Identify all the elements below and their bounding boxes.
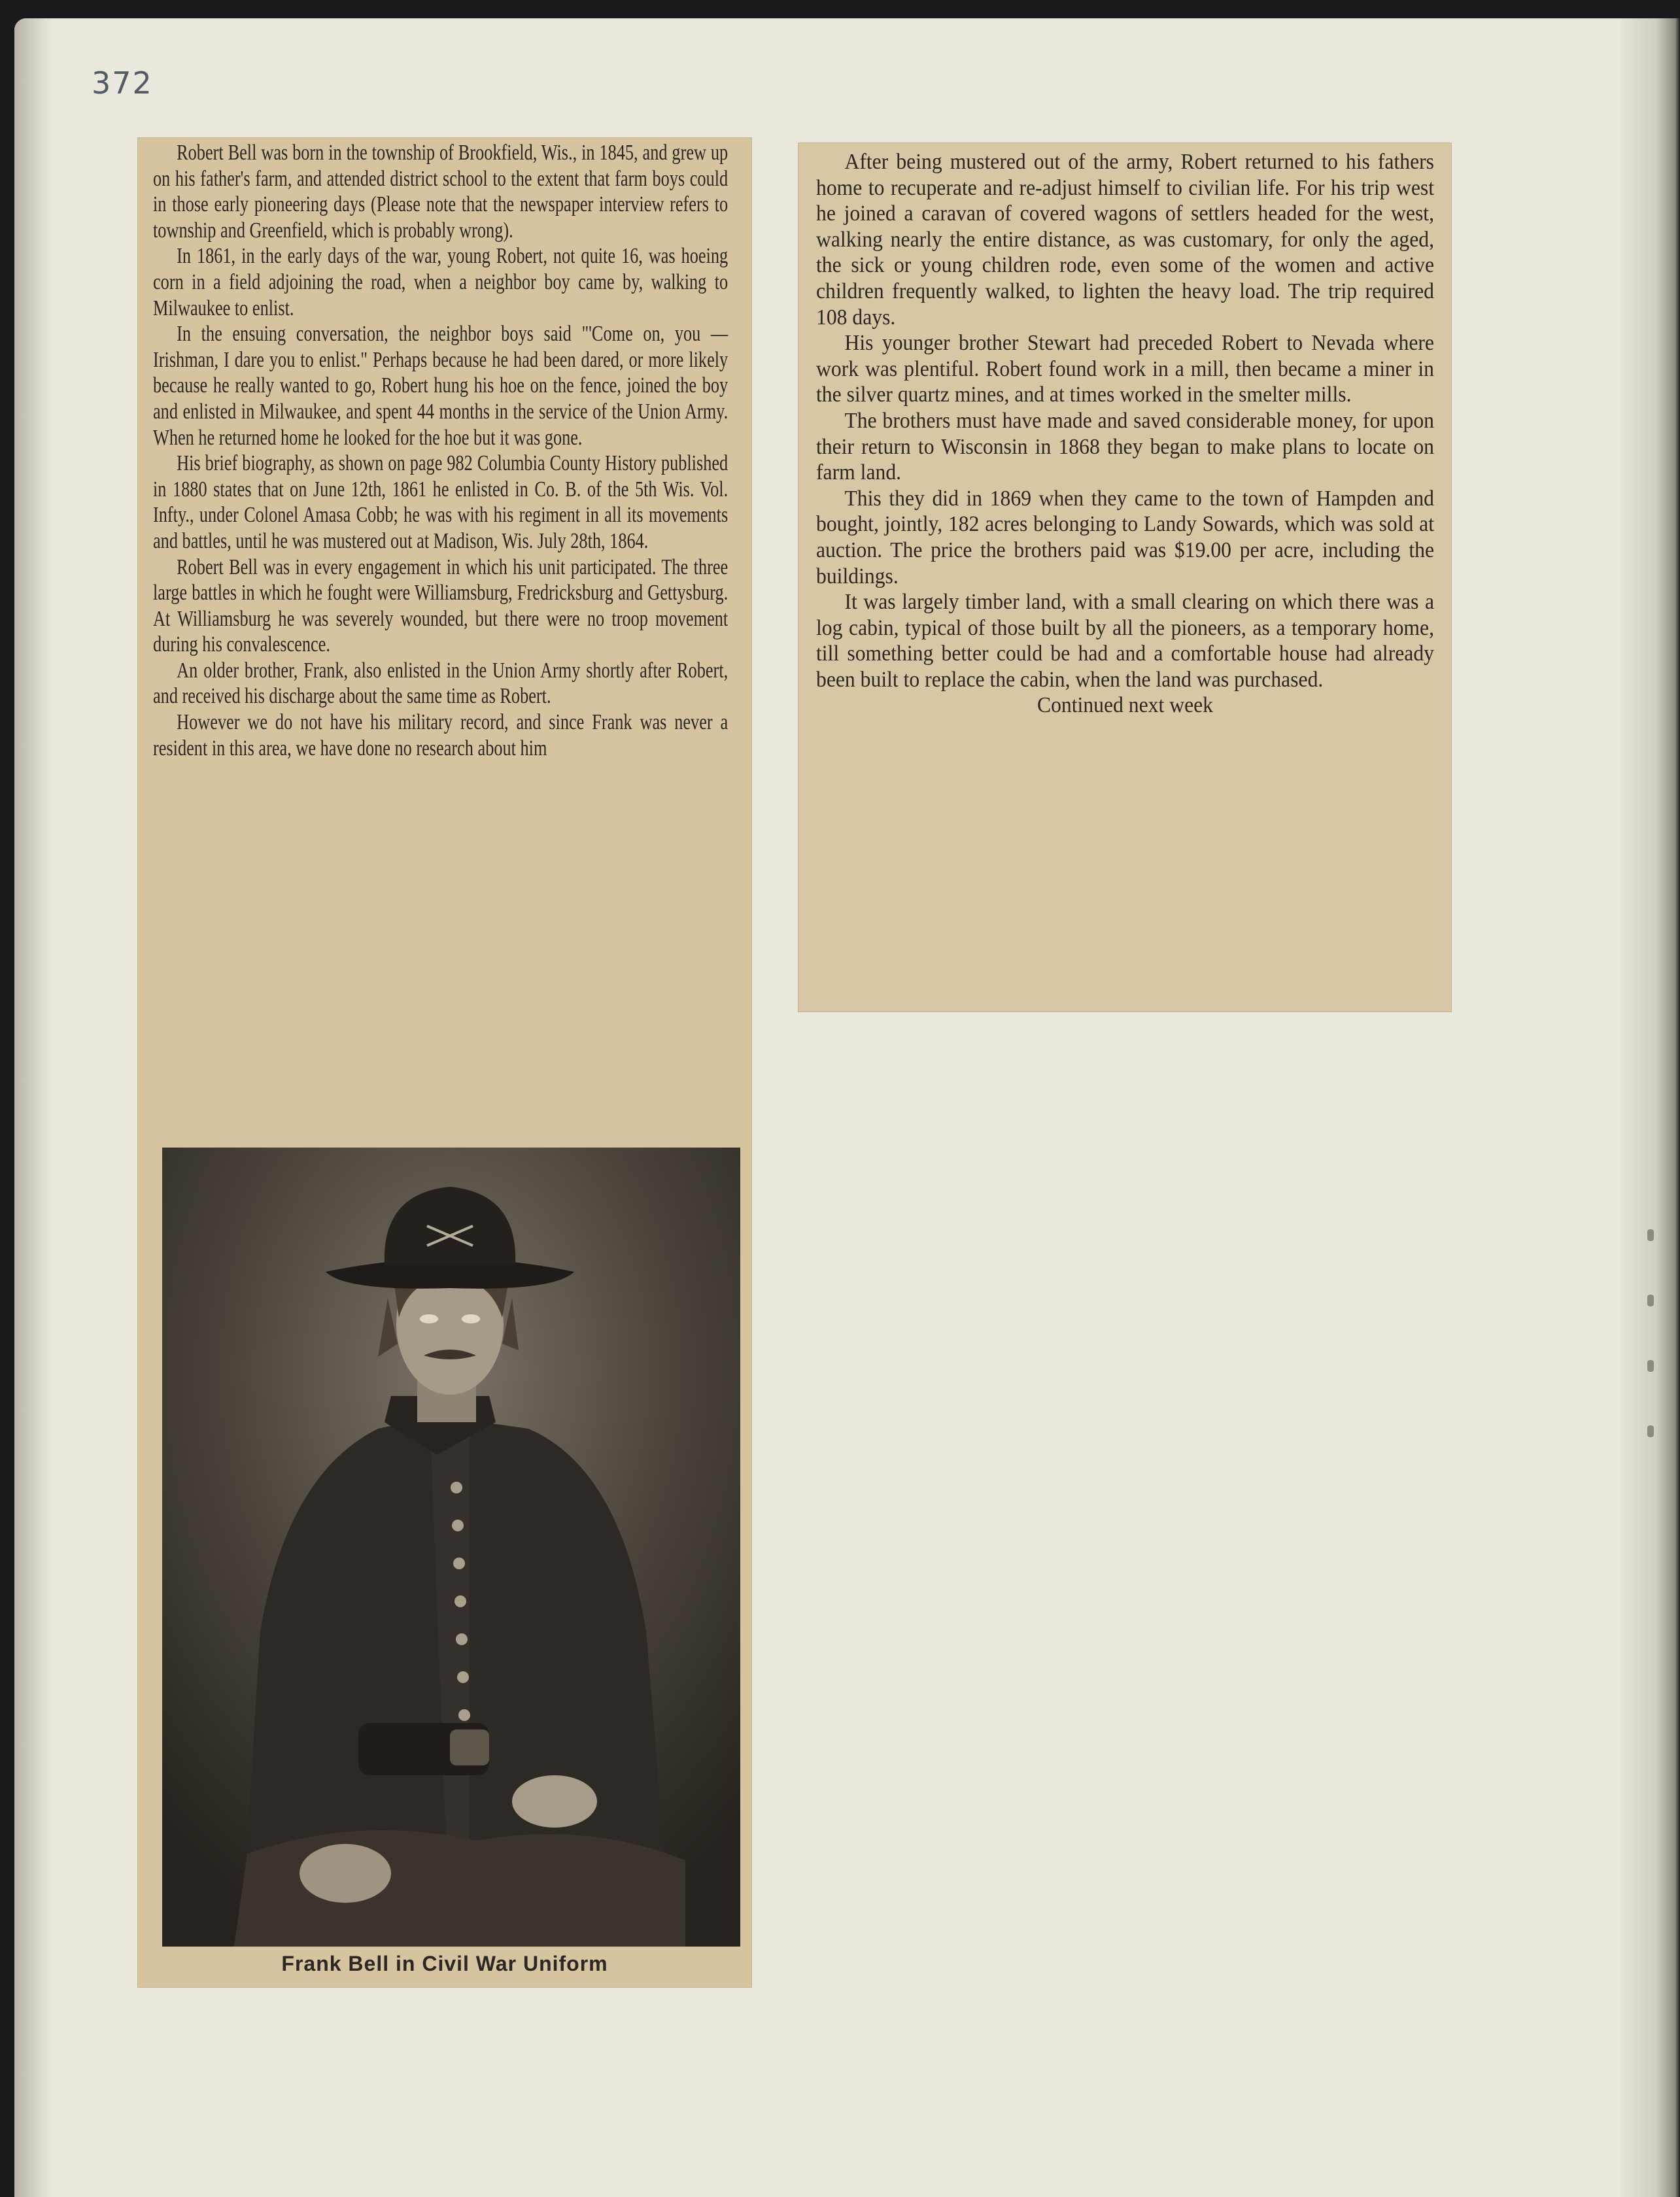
paragraph: Robert Bell was born in the township of Brookfield, Wis., in 1845, and grew up on his father's farm, and attended district school to the extent that farm boys could in those early pioneering days (Please note that the newspaper interview refers to township and Greenfield, which is probably wrong). (153, 141, 729, 243)
soldier-photograph (162, 1148, 740, 1947)
paragraph: In 1861, in the early days of the war, young Robert, not quite 16, was hoeing corn in a field adjoining the road, when a neighbor boy came by, walking to Milwaukee to enlist. (153, 244, 729, 320)
paragraph: It was largely timber land, with a small clearing on which there was a log cabin, typical of those built by all the pioneers, as a temporary home, till something better could be had and a comfortable house had already been built to replace the cabin, when the land was purchased. (816, 590, 1434, 692)
paragraph: His younger brother Stewart had preceded Robert to Nevada where work was plentiful. Robert found work in a mill, then became a miner in the silver quartz mines, and at times worked in the smelter mills. (816, 331, 1434, 407)
newspaper-clipping-right (798, 143, 1452, 1012)
paragraph: His brief biography, as shown on page 982 Columbia County History published in 1880 states that on June 12th, 1861 he enlisted in Co. B. of the 5th Wis. Vol. Infty., under Colonel Amasa Cobb; he was with his regiment in all its movements and battles, until he was mustered out at Madison, Wis. July 28th, 1864. (153, 451, 729, 553)
paragraph: The brothers must have made and saved considerable money, for upon their return to Wisconsin in 1868 they began to make plans to locate on farm land. (816, 408, 1434, 485)
article-text-right (816, 149, 1434, 719)
paragraph: In the ensuing conversation, the neighbor boys said "'Come on, you — Irishman, I dare you to enlist." Perhaps because he had been dared, or more likely because he really wanted to go, Robert hung his hoe on the fence, joined the boy and enlisted in Milwaukee, and spent 44 months in the service of the Union Army. When he returned home he looked for the hoe but it was gone. (153, 322, 729, 450)
paragraph: After being mustered out of the army, Robert returned to his fathers home to recuperate and re-adjust himself to civilian life. For his trip west he joined a caravan of covered wagons of settlers headed for the west, walking nearly the entire distance, as was customary, for only the aged, the sick or young children rode, even some of the women and active children frequently walked, to lighten the heavy load. The trip required 108 days. (816, 150, 1434, 330)
paragraph: This they did in 1869 when they came to the town of Hampden and bought, jointly, 182 acres belonging to Landy Sowards, which was sold at auction. The price the brothers paid was $19.00 per acre, including the buildings. (816, 486, 1434, 588)
page-number: 372 (92, 65, 153, 101)
continued-note: Continued next week (1037, 693, 1214, 718)
paragraph: However we do not have his military record, and since Frank was never a resident in this area, we have done no research about him (153, 710, 729, 760)
binding-hole (1647, 1360, 1654, 1372)
paragraph: Robert Bell was in every engagement in which his unit participated. The three large battles in which he fought were Williamsburg, Fredricksburg and Gettysburg. At Williamsburg he was severely wounded, but there were no troop movement during his convalescence. (153, 554, 729, 657)
newspaper-clipping-left (137, 137, 752, 1988)
photo-caption: Frank Bell in Civil War Uniform (281, 1952, 608, 1975)
binding-hole (1647, 1425, 1654, 1437)
binding-hole (1647, 1295, 1654, 1306)
paragraph: An older brother, Frank, also enlisted in the Union Army shortly after Robert, and received his discharge about the same time as Robert. (153, 658, 729, 709)
page-curl-right (1621, 18, 1680, 2197)
binding-hole (1647, 1229, 1654, 1241)
page-binding-edge (14, 18, 52, 2197)
soldier-portrait-image (162, 1148, 740, 1947)
article-text-left (153, 140, 728, 761)
